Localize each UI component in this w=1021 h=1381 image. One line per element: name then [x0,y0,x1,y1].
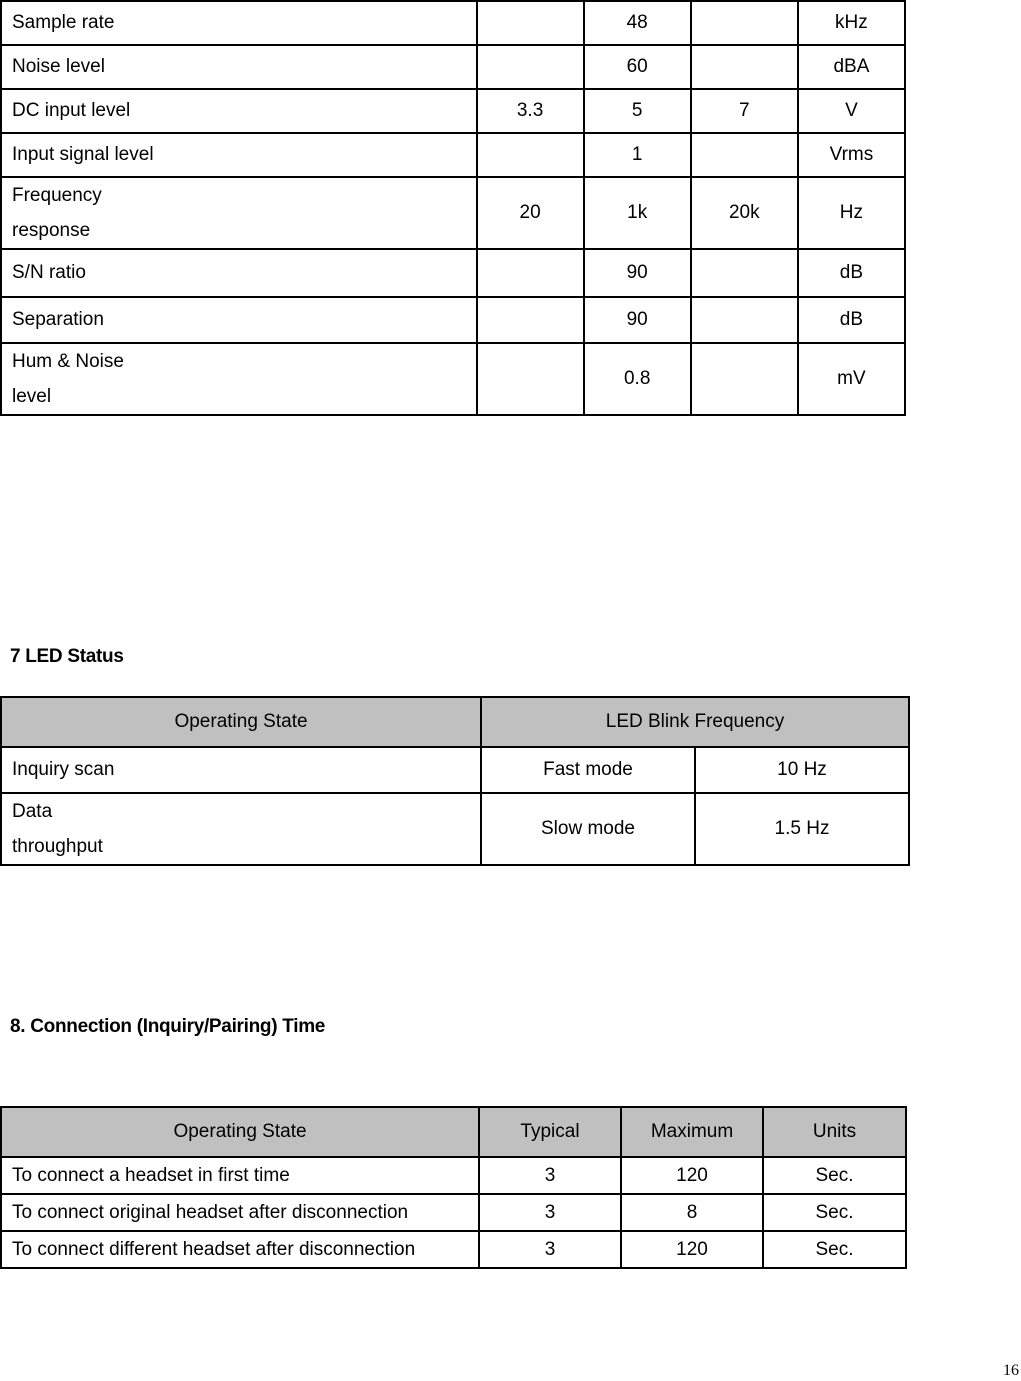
header-operating-state: Operating State [1,697,481,747]
table-row [1,793,909,865]
param-label-line1: Hum & Noise [12,351,124,372]
led-status-table [0,696,910,866]
param-label: DC input level [1,89,477,133]
min-value: 3.3 [477,89,584,133]
table-row [1,133,905,177]
unit-value: Hz [798,177,905,249]
table-row [1,747,909,793]
typ-value: 0.8 [584,343,691,415]
min-value: 20 [477,177,584,249]
min-value [477,297,584,343]
param-label [1,177,477,249]
unit-value: dB [798,249,905,297]
max-value: 20k [691,177,798,249]
min-value [477,343,584,415]
unit-value: kHz [798,1,905,45]
max-value [691,297,798,343]
state-label-line1: Data [12,801,53,822]
param-label: Sample rate [1,1,477,45]
min-value [477,1,584,45]
min-value [477,45,584,89]
table-header-row [1,697,909,747]
param-label-line1: Frequency [12,185,102,206]
typical-value: 3 [479,1157,621,1194]
table-row [1,297,905,343]
maximum-value: 120 [621,1231,763,1268]
param-label: S/N ratio [1,249,477,297]
led-status-heading: 7 LED Status [10,646,124,667]
units-value: Sec. [763,1194,906,1231]
param-label [1,343,477,415]
table-row [1,1,905,45]
state-label [1,793,481,865]
unit-value: dBA [798,45,905,89]
mode-value: Slow mode [481,793,695,865]
max-value [691,249,798,297]
header-maximum: Maximum [621,1107,763,1157]
freq-value: 10 Hz [695,747,909,793]
table-row [1,249,905,297]
header-operating-state: Operating State [1,1107,479,1157]
typical-value: 3 [479,1194,621,1231]
header-units: Units [763,1107,906,1157]
connection-time-heading: 8. Connection (Inquiry/Pairing) Time [10,1016,326,1037]
max-value [691,1,798,45]
table-row [1,1194,906,1231]
max-value: 7 [691,89,798,133]
typ-value: 5 [584,89,691,133]
max-value [691,45,798,89]
max-value [691,133,798,177]
typ-value: 1 [584,133,691,177]
spec-table [0,0,906,416]
table-row [1,89,905,133]
param-label: Noise level [1,45,477,89]
param-label: Separation [1,297,477,343]
table-row [1,45,905,89]
typ-value: 90 [584,297,691,343]
min-value [477,249,584,297]
state-label: To connect original headset after disconnection [1,1194,479,1231]
mode-value: Fast mode [481,747,695,793]
connection-time-table [0,1106,907,1269]
page-number: 16 [1003,1362,1019,1379]
units-value: Sec. [763,1231,906,1268]
max-value [691,343,798,415]
table-row [1,177,905,249]
table-row [1,1157,906,1194]
table-row [1,1231,906,1268]
param-label: Input signal level [1,133,477,177]
state-label-line2: throughput [12,836,103,857]
maximum-value: 8 [621,1194,763,1231]
unit-value: V [798,89,905,133]
unit-value: dB [798,297,905,343]
unit-value: Vrms [798,133,905,177]
maximum-value: 120 [621,1157,763,1194]
header-typical: Typical [479,1107,621,1157]
units-value: Sec. [763,1157,906,1194]
unit-value: mV [798,343,905,415]
table-row [1,343,905,415]
state-label: Inquiry scan [1,747,481,793]
freq-value: 1.5 Hz [695,793,909,865]
param-label-line2: level [12,386,52,407]
param-label-line2: response [12,220,91,241]
header-led-blink-frequency: LED Blink Frequency [481,697,909,747]
typ-value: 48 [584,1,691,45]
table-header-row [1,1107,906,1157]
typ-value: 60 [584,45,691,89]
typ-value: 90 [584,249,691,297]
min-value [477,133,584,177]
state-label: To connect different headset after disconnection [1,1231,479,1268]
typ-value: 1k [584,177,691,249]
typical-value: 3 [479,1231,621,1268]
state-label: To connect a headset in first time [1,1157,479,1194]
